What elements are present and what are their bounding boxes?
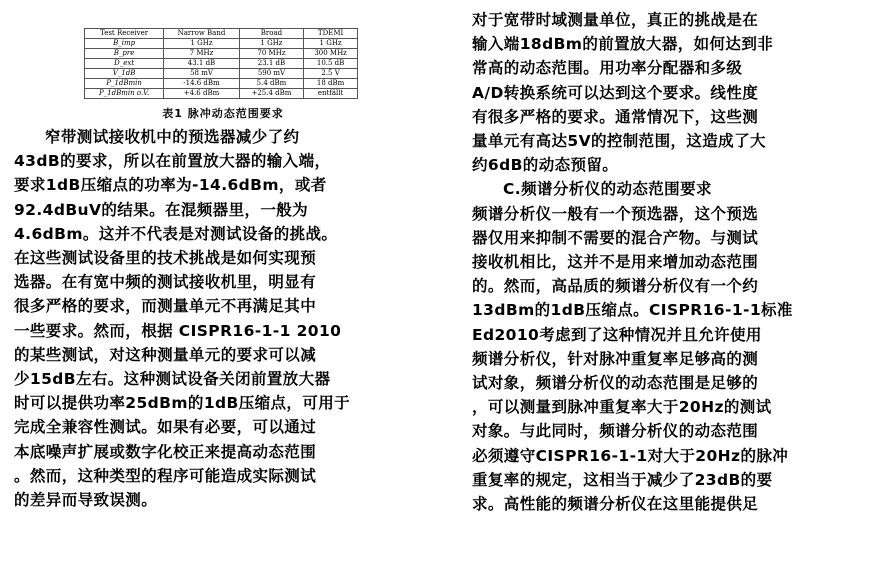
table-cell: 43.1 dB <box>164 59 240 69</box>
text-line: 4.6dBm。这并不代表是对测试设备的挑战。 <box>14 224 338 243</box>
row-label: D_ext <box>85 59 164 69</box>
right-body-text <box>472 8 858 516</box>
table-cell: 70 MHz <box>239 49 303 59</box>
text-line: 频谱分析仪，针对脉冲重复率足够高的测 <box>472 349 759 368</box>
table-cell: 1 GHz <box>164 39 240 49</box>
header-cell: Test Receiver <box>85 29 164 39</box>
text-line: 接收机相比，这并不是用来增加动态范围 <box>472 253 759 272</box>
spec-table <box>84 28 358 99</box>
text-line: 一些要求。然而，根据 CISPR16-1-1 2010 <box>14 321 342 340</box>
text-line: 时可以提供功率25dBm的1dB压缩点，可用于 <box>14 394 351 413</box>
text-line: ，可以测量到脉冲重复率大于20Hz的测试 <box>472 398 772 417</box>
table-cell: 18 dBm <box>304 79 358 89</box>
table-cell: 1 GHz <box>239 39 303 49</box>
text-line: 有很多严格的要求。通常情况下，这些测 <box>472 107 759 126</box>
right-column <box>472 8 858 516</box>
text-line: A/D转换系统可以达到这个要求。线性度 <box>472 83 759 102</box>
table-row <box>85 39 358 49</box>
table-row <box>85 49 358 59</box>
header-cell: Broad <box>239 29 303 39</box>
table-cell: 23.1 dB <box>239 59 303 69</box>
table-cell: 10.5 dB <box>304 59 358 69</box>
table-caption: 表1 脉冲动态范围要求 <box>162 107 284 120</box>
text-line: 对于宽带时域测量单位，真正的挑战是在 <box>472 11 759 29</box>
text-line: 少15dB左右。这种测试设备关闭前置放大器 <box>14 370 331 389</box>
text-line: 器仅用来抑制不需要的混合产物。与测试 <box>472 228 759 247</box>
table-cell: +4.6 dBm <box>164 89 240 99</box>
table-cell: +25.4 dBm <box>239 89 303 99</box>
text-line: 输入端18dBm的前置放大器，如何达到非 <box>472 35 774 54</box>
text-line: 求。高性能的频谱分析仪在这里能提供足 <box>472 495 759 514</box>
header-cell: TDEMI <box>304 29 358 39</box>
text-line: 92.4dBuV的结果。在混频器里，一般为 <box>14 200 309 219</box>
left-body-text <box>14 125 432 512</box>
text-line: 试对象，频谱分析仪的动态范围是足够的 <box>472 374 759 393</box>
text-line: 完成全兼容性测试。如果有必要，可以通过 <box>14 418 317 437</box>
table-cell: 300 MHz <box>304 49 358 59</box>
text-line: 的某些测试，对这种测量单元的要求可以减 <box>14 345 317 364</box>
text-line: 要求1dB压缩点的功率为-14.6dBm，或者 <box>14 176 327 195</box>
table-cell: 58 mV <box>164 69 240 79</box>
text-line: Ed2010考虑到了这种情况并且允许使用 <box>472 325 762 344</box>
table-cell: 2.5 V <box>304 69 358 79</box>
table-row <box>85 79 358 89</box>
text-line: 选器。在有宽中频的测试接收机里，明显有 <box>14 273 317 292</box>
text-line: 窄带测试接收机中的预选器减少了约 <box>45 128 300 146</box>
text-line: 必须遵守CISPR16-1-1对大于20Hz的脉冲 <box>472 446 789 465</box>
table-cell: 5.4 dBm <box>239 79 303 89</box>
text-line: C.频谱分析仪的动态范围要求 <box>503 180 712 199</box>
row-label: P_1dBmin o.V. <box>85 89 164 99</box>
table-cell: entfällt <box>304 89 358 99</box>
table-cell: 1 GHz <box>304 39 358 49</box>
text-line: 很多严格的要求，而测量单元不再满足其中 <box>14 297 317 316</box>
header-cell: Narrow Band <box>164 29 240 39</box>
table-cell: 7 MHz <box>164 49 240 59</box>
text-line: 本底噪声扩展或数字化校正来提高动态范围 <box>14 442 317 461</box>
table-cell: -14.6 dBm <box>164 79 240 89</box>
text-line: 在这些测试设备里的技术挑战是如何实现预 <box>14 249 317 268</box>
text-line: 频谱分析仪一般有一个预选器，这个预选 <box>472 204 759 223</box>
text-line: 对象。与此同时，频谱分析仪的动态范围 <box>472 422 759 441</box>
table-header-row <box>85 29 358 39</box>
text-line: 量单元有高达5V的控制范围，这造成了大 <box>472 132 766 151</box>
text-line: 重复率的规定，这相当于减少了23dB的要 <box>472 470 773 489</box>
table-body <box>85 39 358 99</box>
table-cell: 590 mV <box>239 69 303 79</box>
row-label: P_1dBmin <box>85 79 164 89</box>
text-line: 的差异而导致误测。 <box>14 491 158 510</box>
table-row <box>85 59 358 69</box>
spec-table-wrap <box>84 28 358 99</box>
text-line: 约6dB的动态预留。 <box>472 156 619 175</box>
left-column <box>14 28 432 512</box>
text-line: 13dBm的1dB压缩点。CISPR16-1-1标准 <box>472 301 793 320</box>
row-label: B_pre <box>85 49 164 59</box>
table-row <box>85 89 358 99</box>
text-line: 。然而，这种类型的程序可能造成实际测试 <box>14 466 317 485</box>
row-label: V_1dB <box>85 69 164 79</box>
text-line: 的。然而，高品质的频谱分析仪有一个约 <box>472 277 759 296</box>
text-line: 常高的动态范围。用功率分配器和多级 <box>472 59 743 78</box>
text-line: 43dB的要求，所以在前置放大器的输入端， <box>14 152 331 171</box>
table-row <box>85 69 358 79</box>
row-label: B_imp <box>85 39 164 49</box>
